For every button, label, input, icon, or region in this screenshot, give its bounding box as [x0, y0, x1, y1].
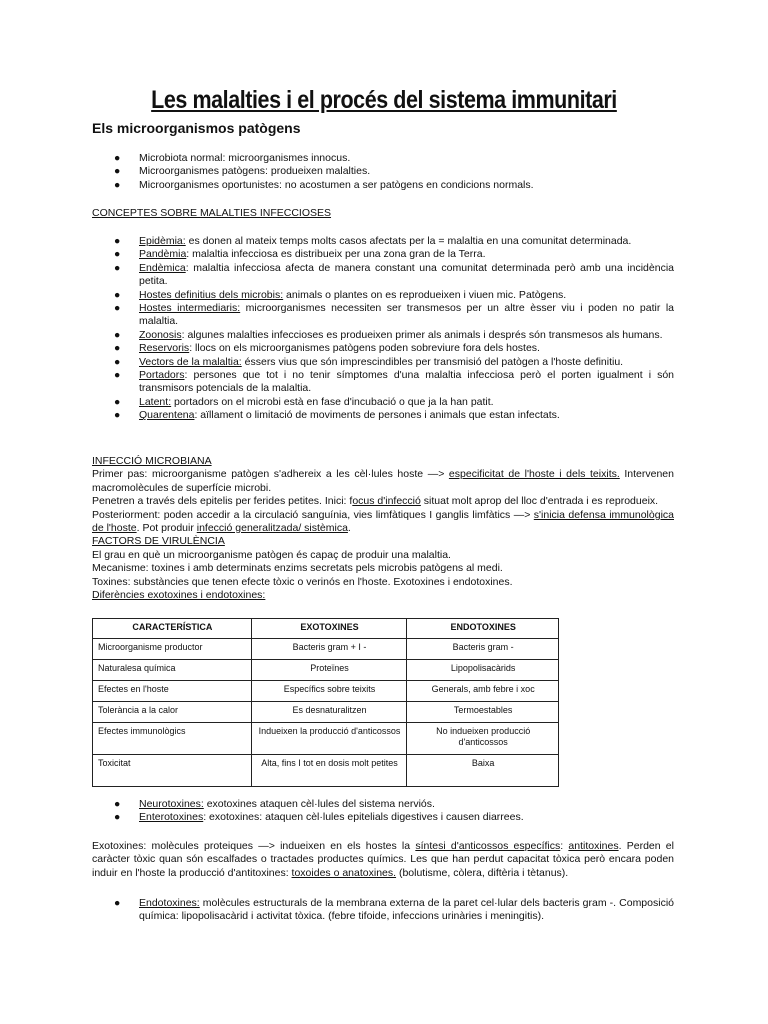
concepts-list — [92, 235, 674, 423]
list-item: ● Neurotoxines: exotoxines ataquen cèl·lules del sistema nerviós. — [114, 798, 435, 810]
table-cell: Tolerància a la calor — [93, 702, 252, 723]
virulence-line: Mecanisme: toxines i amb determinats enzims secretats pels microbis patògens al medi. — [92, 562, 503, 575]
bullet-icon: ● — [114, 409, 121, 422]
bullet-icon: ● — [114, 369, 121, 382]
table-cell: Generals, amb febre i xoc — [407, 681, 559, 702]
intro-bullet-list — [92, 152, 674, 192]
bullet-icon: ● — [114, 152, 121, 164]
table-cell: Toxicitat — [93, 755, 252, 787]
concept-term: Hostes intermediaris: — [139, 302, 241, 315]
bullet-icon: ● — [114, 248, 121, 261]
virulence-heading: FACTORS DE VIRULÈNCIA — [92, 535, 225, 548]
table-cell: Efectes en l'hoste — [93, 681, 252, 702]
page-title: Les malalties i el procés del sistema immunitari — [151, 86, 617, 114]
bullet-icon: ● — [114, 328, 121, 341]
concept-term: Vectors de la malaltia: — [139, 355, 242, 368]
table-cell: Es desnaturalitzen — [251, 702, 407, 723]
list-item: ● Reservoris: llocs on els microorganismes patògens poden sobreviure fora dels hostes. — [114, 342, 540, 355]
concept-term: Portadors — [139, 369, 185, 382]
table-row — [93, 660, 559, 681]
table-header: EXOTOXINES — [251, 619, 407, 639]
section-subtitle: Els microorganismos patògens — [92, 120, 301, 136]
bullet-icon: ● — [114, 288, 121, 301]
list-item: ● Vectors de la malaltia: éssers vius que són imprescindibles per transmisió del patògen a l'hoste definitiu. — [114, 355, 624, 368]
list-item: ● Microorganismes patògens: produeixen malalties. — [114, 165, 371, 178]
infection-section — [92, 455, 674, 602]
concepts-heading: CONCEPTES SOBRE MALALTIES INFECCIOSES — [92, 207, 332, 219]
concept-term: Zoonosis — [139, 328, 182, 341]
exotoxines-paragraph: Exotoxines: molècules proteiques —> indueixen en els hostes la síntesi d'anticossos específics: antitoxines. Perden el caràcter tòxic quan són escalfades o tractades productes químics. Les que han perdut capacitat tòxica però encara poden induir en l'hoste la producció d'antitoxines: toxoides o anatoxines. (bolutisme, còlera, diftèria i tètanus). — [92, 840, 674, 879]
virulence-line: Toxines: substàncies que tenen efecte tòxic o verinós en l'hoste. Exotoxines i endotoxines. — [92, 575, 513, 588]
table-cell: Alta, fins I tot en dosis molt petites — [251, 755, 407, 787]
toxins-comparison-table — [92, 618, 559, 787]
bullet-icon: ● — [114, 302, 121, 315]
bullet-icon: ● — [114, 261, 121, 274]
bullet-icon: ● — [114, 355, 121, 368]
table-cell: Específics sobre teixits — [251, 681, 407, 702]
concept-term: Quarentena — [139, 409, 195, 422]
table-cell: Baixa — [407, 755, 559, 787]
table-cell: Efectes immunològics — [93, 723, 252, 755]
list-item: ● Hostes intermediaris: microorganismes necessiten ser transmesos per un altre èsser viu i poden no patir la malaltia. — [114, 302, 674, 328]
list-item: ● Pandèmia: malaltia infecciosa es distribueix per una zona gran de la Terra. — [114, 248, 486, 261]
table-cell: Bacteris gram + I - — [251, 639, 407, 660]
list-item: ● Microorganismes oportunistes: no acostumen a ser patògens en condicions normals. — [114, 178, 534, 191]
toxin-bullet-list — [92, 798, 674, 825]
table-cell: Lipopolisacàrids — [407, 660, 559, 681]
table-cell: Naturalesa química — [93, 660, 252, 681]
infection-paragraph: Posteriorment: poden accedir a la circulació sanguínia, vies limfàtiques I ganglis limfàtics —> s'inicia defensa immunològica de l'hoste. Pot produir infecció generalitzada/ sistèmica. — [92, 508, 674, 535]
bullet-icon: ● — [114, 897, 121, 909]
concept-term: Hostes definitius dels microbis: — [139, 288, 284, 301]
bullet-icon: ● — [114, 165, 121, 178]
bullet-icon: ● — [114, 395, 121, 408]
table-row — [93, 639, 559, 660]
concept-term: Endèmica — [139, 261, 186, 274]
list-item: ● Microbiota normal: microorganismes innocus. — [114, 152, 351, 164]
infection-heading: INFECCIÓ MICROBIANA — [92, 455, 212, 467]
concept-term: Epidèmia: — [139, 235, 186, 247]
list-item: ● Epidèmia: es donen al mateix temps molts casos afectats per la = malaltia en una comunitat determinada. — [114, 235, 632, 247]
table-row — [93, 702, 559, 723]
table-header-row — [93, 619, 559, 639]
table-cell: Termoestables — [407, 702, 559, 723]
concept-term: Reservoris — [139, 342, 190, 355]
table-cell: Microorganisme productor — [93, 639, 252, 660]
list-item: ● Endotoxines: molècules estructurals de la membrana externa de la paret cel·lular dels bacteris gram -. Composició química: lipopolisacàrid i activitat tòxica. (febre tifoide, infeccions urinàries i meningitis). — [114, 897, 674, 923]
table-cell: Bacteris gram - — [407, 639, 559, 660]
list-item: ● Quarentena: aïllament o limitació de moviments de persones i animals que estan infectats. — [114, 409, 560, 422]
list-item: ● Portadors: persones que tot i no tenir símptomes d'una malaltia infecciosa però el porten igualment i són transmisors potencials de la malaltia. — [114, 369, 674, 395]
list-item: ● Zoonosis: algunes malalties infeccioses es produeixen primer als animals i després són transmesos als humans. — [114, 328, 663, 341]
table-row — [93, 681, 559, 702]
differences-heading: Diferències exotoxines i endotoxines: — [92, 589, 266, 602]
list-item: ● Hostes definitius dels microbis: animals o plantes on es reprodueixen i viuen mic. Patògens. — [114, 288, 567, 301]
virulence-line: El grau en què un microorganisme patògen és capaç de produir una malaltia. — [92, 548, 451, 561]
table-header: CARACTERÍSTICA — [93, 619, 252, 639]
bullet-icon: ● — [114, 178, 121, 191]
list-item: ● Endèmica: malaltia infecciosa afecta de manera constant una comunitat determinada però amb una incidència petita. — [114, 261, 674, 288]
table-cell: Proteïnes — [251, 660, 407, 681]
list-item: ● Enterotoxines: exotoxines: ataquen cèl·lules epitelials digestives i causen diarrees. — [114, 811, 524, 824]
bullet-icon: ● — [114, 798, 121, 810]
concept-term: Latent: — [139, 395, 172, 408]
endotoxines-list — [92, 897, 674, 924]
concept-term: Pandèmia — [139, 248, 187, 261]
list-item: ● Latent: portadors on el microbi està en fase d'incubació o que ja la han patit. — [114, 395, 494, 408]
bullet-icon: ● — [114, 342, 121, 355]
bullet-icon: ● — [114, 811, 121, 824]
table-header: ENDOTOXINES — [407, 619, 559, 639]
table-cell: No indueixen producció d'anticossos — [407, 723, 559, 755]
table-row — [93, 755, 559, 787]
table-row — [93, 723, 559, 755]
infection-paragraph: Primer pas: microorganisme patògen s'adhereix a les cèl·lules hoste —> especificitat de l'hoste i dels teixits. Intervenen macromolècules de superfície microbi. — [92, 468, 674, 494]
bullet-icon: ● — [114, 235, 121, 247]
infection-paragraph: Penetren a través dels epitelis per ferides petites. Inici: focus d'infecció situat molt aprop del lloc d'entrada i es reprodueix. — [92, 495, 659, 508]
table-cell: Indueixen la producció d'anticossos — [251, 723, 407, 755]
